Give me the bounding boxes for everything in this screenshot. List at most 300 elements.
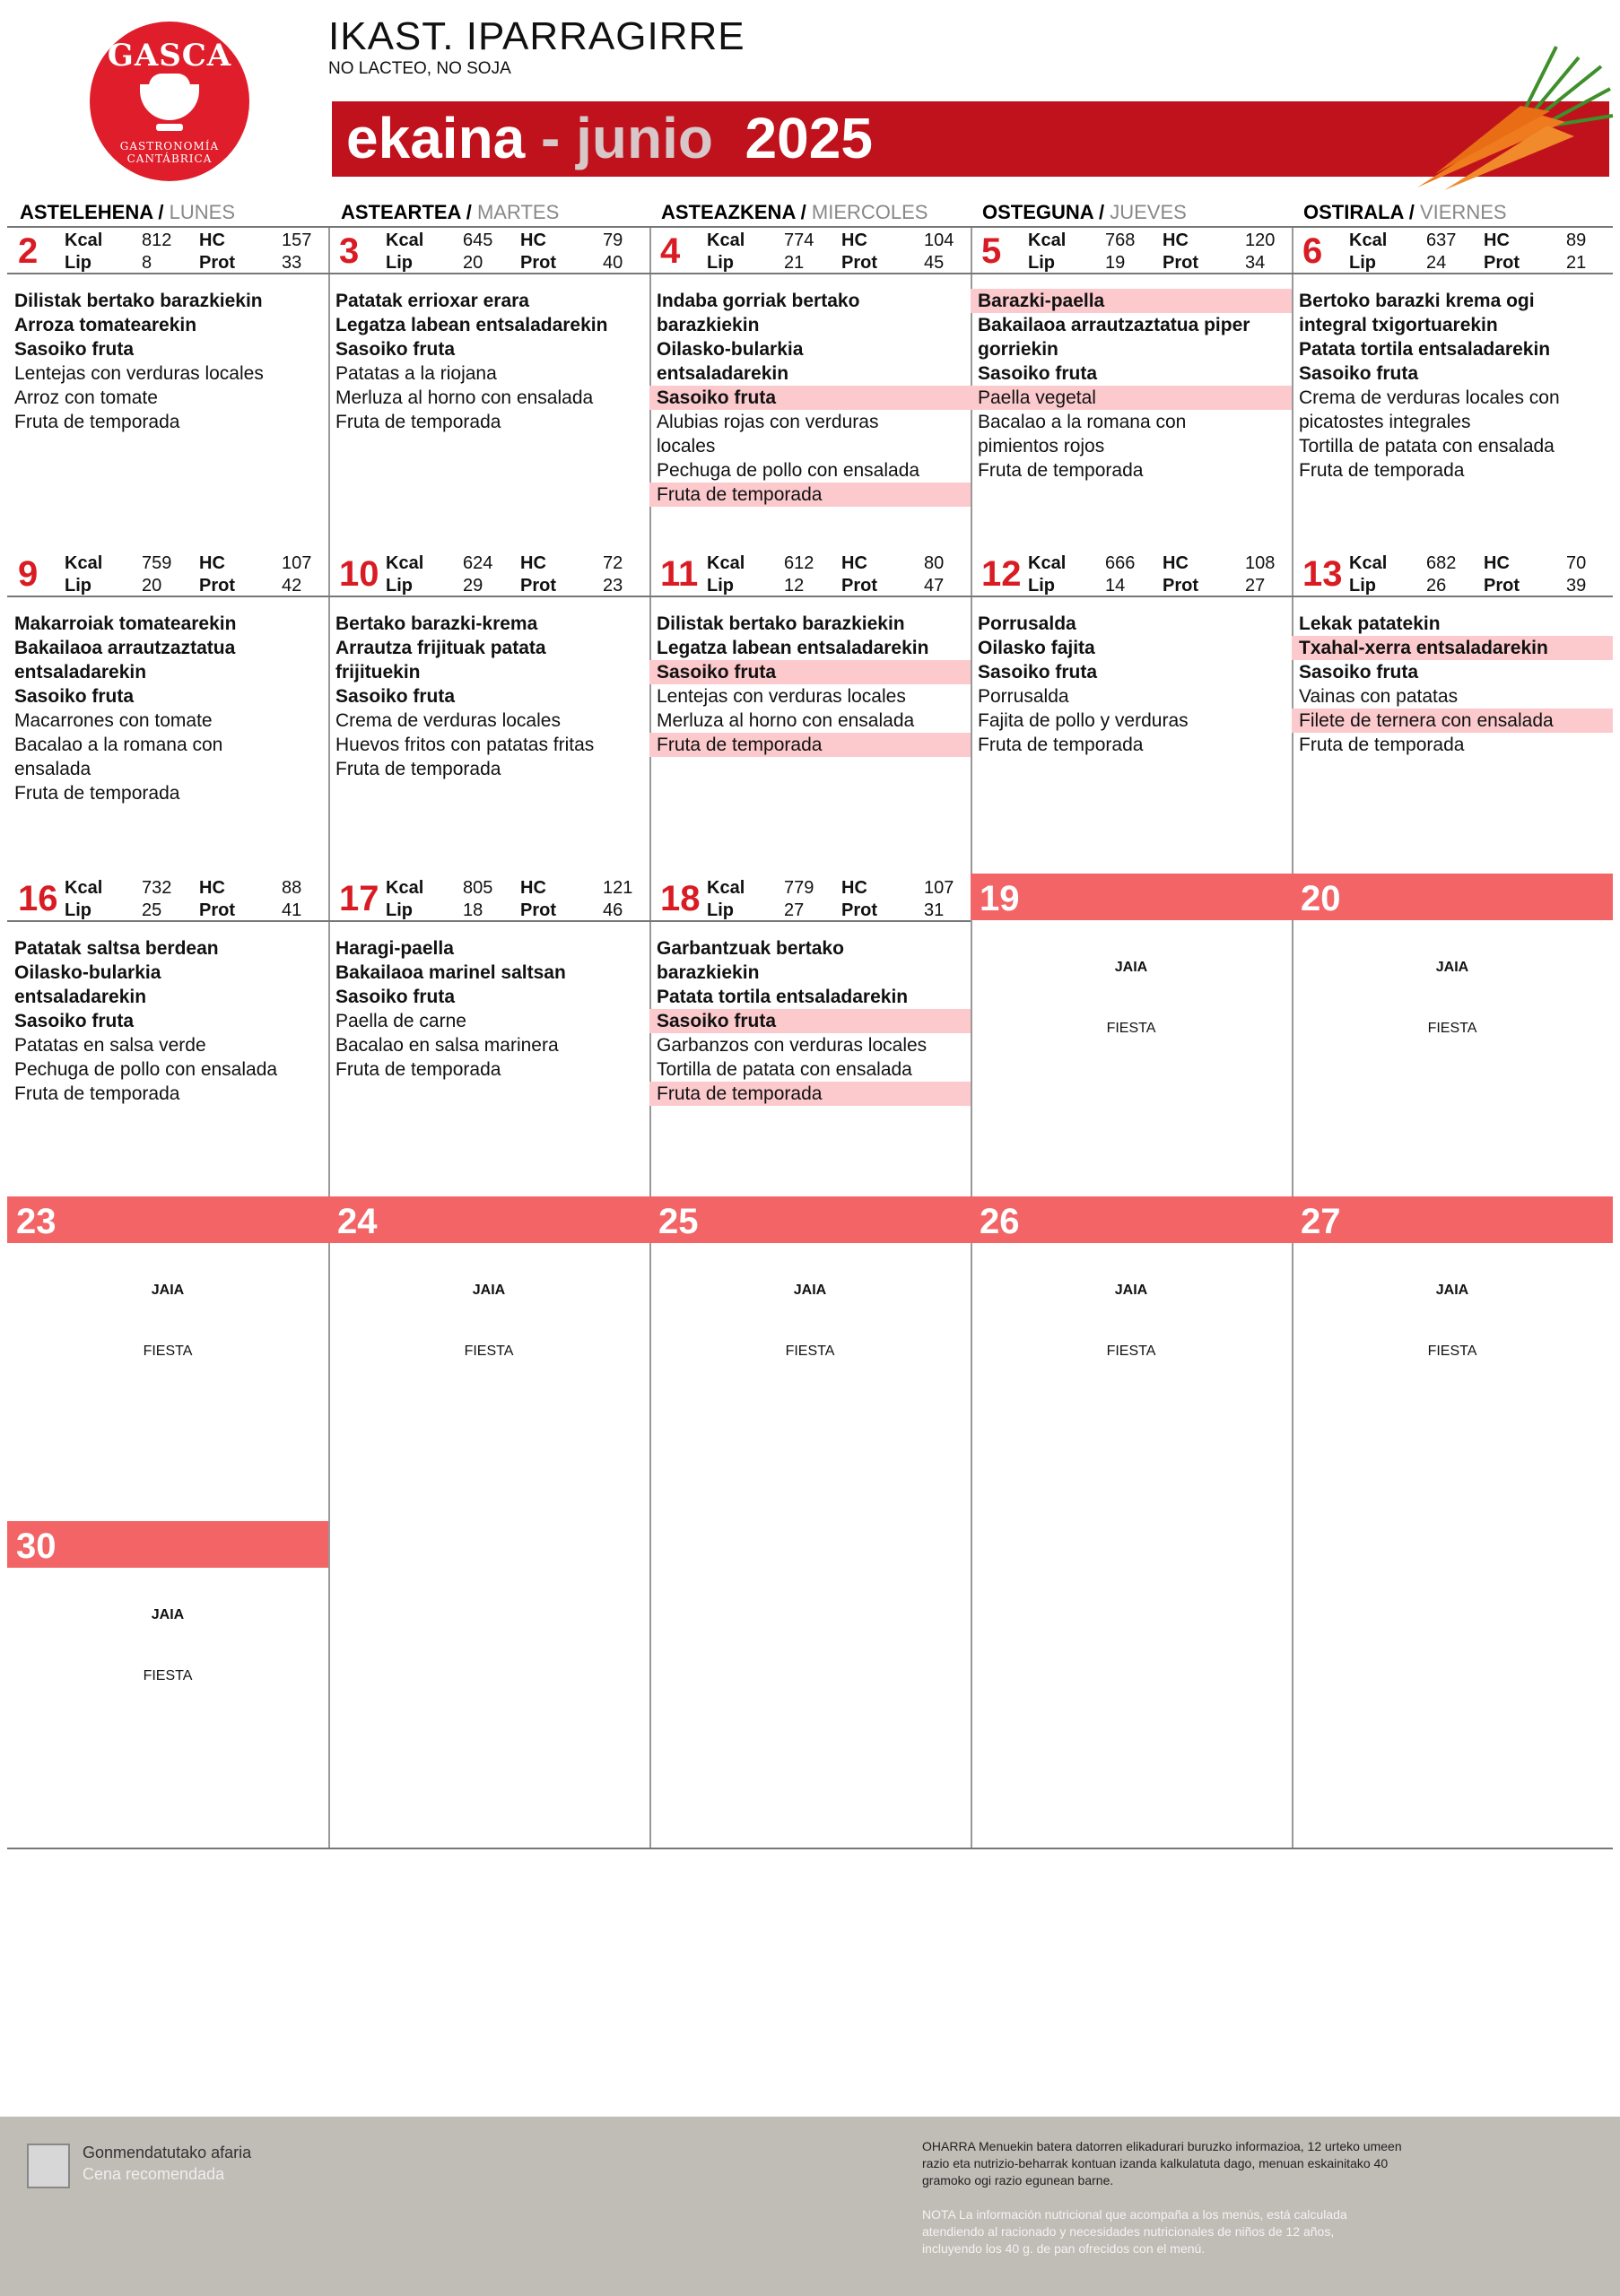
- menu-item: Sasoiko fruta: [649, 1009, 971, 1033]
- menu-item: integral txigortuarekin: [1299, 315, 1498, 335]
- lip-label: Lip: [65, 900, 91, 920]
- nutrient-labels-left: [65, 230, 102, 274]
- menu-item: Legatza labean entsaladarekin: [657, 638, 929, 658]
- nutrient-values-right: [603, 552, 623, 597]
- nutrient-labels-right: [1484, 230, 1520, 274]
- hc-value: 72: [603, 553, 623, 573]
- prot-label: Prot: [520, 253, 556, 273]
- day-number: 30: [16, 1526, 57, 1566]
- tureen-base-shape: [156, 124, 183, 131]
- festive-header: [328, 1196, 649, 1243]
- day-number: 9: [18, 554, 39, 594]
- menu-item: Patata tortila entsaladarekin: [1299, 339, 1551, 360]
- legend-swatch: [27, 2144, 70, 2188]
- kcal-value: 612: [784, 553, 814, 573]
- nutrient-labels-left: [386, 552, 423, 597]
- nutrient-labels-left: [386, 877, 423, 922]
- kcal-value: 768: [1105, 230, 1136, 250]
- festive-label-es: FIESTA: [464, 1344, 514, 1359]
- nutrient-labels-right: [841, 230, 877, 274]
- menu-item: Makarroiak tomatearekin: [14, 613, 237, 634]
- festive-label-es: FIESTA: [1106, 1344, 1156, 1359]
- logo-word: GASCA: [107, 38, 232, 74]
- menu-item: Oilasko-bularkia: [657, 339, 804, 360]
- lip-value: 26: [1426, 576, 1447, 596]
- menu-item: Txahal-xerra entsaladarekin: [1292, 636, 1613, 660]
- menu-item: Fruta de temporada: [335, 412, 501, 432]
- nutrient-labels-right: [199, 230, 235, 274]
- menu-item: Fruta de temporada: [14, 412, 180, 432]
- menu-item: Porrusalda: [978, 686, 1069, 707]
- day-number: 17: [339, 879, 379, 918]
- nutrient-values-right: [1245, 230, 1275, 274]
- lip-label: Lip: [386, 576, 413, 596]
- festive-header: [1292, 1196, 1613, 1243]
- menu-item: Bertoko barazki krema ogi: [1299, 291, 1535, 311]
- lip-label: Lip: [386, 253, 413, 273]
- menu-item: Sasoiko fruta: [978, 662, 1098, 683]
- prot-value: 42: [282, 576, 302, 596]
- lip-label: Lip: [1349, 576, 1376, 596]
- day-number: 10: [339, 554, 379, 594]
- day-number: 20: [1301, 879, 1341, 918]
- diet-label: NO LACTEO, NO SOJA: [328, 59, 511, 78]
- day-header: [649, 226, 971, 274]
- nutrient-values-right: [924, 230, 954, 274]
- day-number: 25: [658, 1202, 699, 1241]
- menu-item: entsaladarekin: [14, 662, 147, 683]
- hc-label: HC: [1484, 553, 1510, 573]
- menu-item: Sasoiko fruta: [14, 686, 135, 707]
- nutrient-labels-right: [199, 552, 235, 597]
- menu-item: Paella vegetal: [971, 386, 1292, 410]
- menu-item: Fruta de temporada: [14, 1083, 180, 1104]
- menu-list: [971, 612, 1292, 757]
- menu-list: [971, 289, 1292, 483]
- hc-label: HC: [199, 878, 225, 898]
- festive-label-eu: JAIA: [1435, 960, 1469, 975]
- festive-label-eu: JAIA: [1435, 1283, 1469, 1298]
- menu-list: [7, 612, 328, 805]
- day-header: [7, 226, 328, 274]
- lip-value: 12: [784, 576, 805, 596]
- kcal-value: 624: [463, 553, 493, 573]
- prot-label: Prot: [1484, 576, 1520, 596]
- lip-label: Lip: [386, 900, 413, 920]
- lip-value: 24: [1426, 253, 1447, 273]
- prot-value: 40: [603, 253, 623, 273]
- menu-item: Paella de carne: [335, 1011, 466, 1031]
- nutrient-labels-right: [199, 877, 235, 922]
- nutrient-labels-left: [1028, 552, 1066, 597]
- nutrient-labels-left: [386, 230, 423, 274]
- nutrient-labels-left: [707, 230, 745, 274]
- menu-item: Fruta de temporada: [1299, 735, 1465, 755]
- menu-item: Sasoiko fruta: [649, 660, 971, 684]
- lip-value: 25: [142, 900, 162, 920]
- menu-item: Sasoiko fruta: [335, 686, 456, 707]
- legend-label-es: Cena recomendada: [83, 2165, 225, 2183]
- year: 2025: [745, 106, 873, 170]
- hc-label: HC: [199, 230, 225, 250]
- weekday-header-thursday: OSTEGUNA / JUEVES: [982, 201, 1187, 223]
- day-header: [649, 549, 971, 597]
- kcal-value: 805: [463, 878, 493, 898]
- day-number: 4: [660, 231, 681, 271]
- menu-list: [328, 936, 649, 1082]
- nutrient-values-right: [1566, 230, 1586, 274]
- menu-item: Patatak errioxar erara: [335, 291, 529, 311]
- festive-header: [971, 874, 1292, 920]
- hc-value: 104: [924, 230, 954, 250]
- lip-label: Lip: [707, 253, 734, 273]
- prot-value: 31: [924, 900, 945, 920]
- menu-item: Patatas a la riojana: [335, 363, 497, 384]
- prot-value: 47: [924, 576, 945, 596]
- day-number: 24: [337, 1202, 378, 1241]
- hc-label: HC: [841, 553, 867, 573]
- menu-item: frijituekin: [335, 662, 421, 683]
- nutrient-values-right: [282, 877, 301, 922]
- menu-item: Crema de verduras locales: [335, 710, 561, 731]
- kcal-value: 682: [1426, 553, 1457, 573]
- nutrient-values-left: [784, 552, 814, 597]
- nutrient-values-left: [142, 230, 171, 274]
- menu-item: Lentejas con verduras locales: [657, 686, 906, 707]
- festive-header: [7, 1196, 328, 1243]
- menu-item: barazkiekin: [657, 315, 760, 335]
- menu-item: Fruta de temporada: [649, 483, 971, 507]
- kcal-label: Kcal: [1349, 553, 1388, 573]
- festive-header: [649, 1196, 971, 1243]
- menu-item: Fruta de temporada: [1299, 460, 1465, 481]
- day-header: [649, 874, 971, 922]
- menu-item: locales: [657, 436, 716, 457]
- menu-item: Porrusalda: [978, 613, 1076, 634]
- kcal-value: 666: [1105, 553, 1136, 573]
- hc-value: 108: [1245, 553, 1276, 573]
- prot-value: 33: [282, 253, 302, 273]
- prot-label: Prot: [1163, 576, 1198, 596]
- day-number: 26: [980, 1202, 1020, 1241]
- menu-item: Dilistak bertako barazkiekin: [14, 291, 263, 311]
- kcal-value: 774: [784, 230, 814, 250]
- prot-value: 45: [924, 253, 945, 273]
- day-number: 3: [339, 231, 360, 271]
- menu-item: Sasoiko fruta: [14, 1011, 135, 1031]
- hc-label: HC: [520, 553, 546, 573]
- lip-value: 21: [784, 253, 805, 273]
- lip-value: 19: [1105, 253, 1126, 273]
- lip-value: 29: [463, 576, 483, 596]
- nutrient-values-right: [1566, 552, 1586, 597]
- menu-item: picatostes integrales: [1299, 412, 1471, 432]
- menu-item: Sasoiko fruta: [1299, 662, 1419, 683]
- menu-item: barazkiekin: [657, 962, 760, 983]
- menu-item: Sasoiko fruta: [978, 363, 1098, 384]
- nutrient-values-left: [463, 552, 492, 597]
- lip-value: 18: [463, 900, 483, 920]
- nutrient-labels-left: [1349, 552, 1387, 597]
- menu-list: [1292, 289, 1613, 483]
- lip-value: 8: [142, 253, 152, 273]
- hc-label: HC: [1163, 230, 1189, 250]
- lip-value: 14: [1105, 576, 1126, 596]
- day-header: [7, 549, 328, 597]
- nutrient-values-right: [603, 230, 623, 274]
- menu-item: Arroz con tomate: [14, 387, 158, 408]
- logo-subtitle: GASTRONOMÍA CANTÁBRICA: [119, 140, 220, 165]
- festive-label-es: FIESTA: [1427, 1021, 1477, 1036]
- hc-value: 80: [924, 553, 945, 573]
- menu-item: Fruta de temporada: [978, 460, 1144, 481]
- menu-item: Pechuga de pollo con ensalada: [14, 1059, 278, 1080]
- menu-item: Fruta de temporada: [335, 1059, 501, 1080]
- hc-value: 157: [282, 230, 312, 250]
- hc-value: 88: [282, 878, 302, 898]
- menu-item: Barazki-paella: [971, 289, 1292, 313]
- festive-label-eu: JAIA: [1114, 1283, 1148, 1298]
- nutrient-values-right: [603, 877, 632, 922]
- menu-item: Fruta de temporada: [335, 759, 501, 779]
- menu-item: Fruta de temporada: [978, 735, 1144, 755]
- menu-item: Bakailaoa arrautzaztatua: [14, 638, 236, 658]
- note-eu: OHARRA Menuekin batera datorren elikadurari buruzko informazioa, 12 urteko umeen razio eta nutrizio-beharrak kontuan izanda kalkulatuta dago, menuan eskainitako 40 gramoko ogi razio egunean barne.: [922, 2139, 1402, 2187]
- day-number: 5: [981, 231, 1002, 271]
- menu-item: Tortilla de patata con ensalada: [1299, 436, 1555, 457]
- day-header: [971, 226, 1292, 274]
- menu-list: [7, 936, 328, 1106]
- lip-label: Lip: [65, 576, 91, 596]
- nutrient-values-right: [282, 552, 311, 597]
- menu-item: Sasoiko fruta: [335, 339, 456, 360]
- hc-label: HC: [1484, 230, 1510, 250]
- day-header: [1292, 226, 1613, 274]
- prot-label: Prot: [1484, 253, 1520, 273]
- menu-item: Arrautza frijituak patata: [335, 638, 546, 658]
- day-number: 11: [660, 554, 699, 594]
- tureen-icon: [140, 84, 199, 120]
- menu-list: [649, 936, 971, 1106]
- menu-item: entsaladarekin: [14, 987, 147, 1007]
- nutrient-values-left: [463, 230, 492, 274]
- prot-label: Prot: [841, 253, 877, 273]
- prot-label: Prot: [841, 576, 877, 596]
- festive-header: [1292, 874, 1613, 920]
- nutrient-labels-left: [707, 877, 745, 922]
- kcal-label: Kcal: [707, 553, 745, 573]
- hc-label: HC: [520, 878, 546, 898]
- menu-list: [649, 289, 971, 507]
- menu-item: Garbanzos con verduras locales: [657, 1035, 928, 1056]
- school-name: IKAST. IPARRAGIRRE: [328, 14, 745, 58]
- day-number: 19: [980, 879, 1020, 918]
- nutrient-labels-right: [520, 230, 556, 274]
- legend-label-eu: Gonmendatutako afaria: [83, 2144, 252, 2161]
- nutrient-labels-right: [1163, 552, 1198, 597]
- day-header: [7, 874, 328, 922]
- lip-label: Lip: [707, 576, 734, 596]
- menu-item: Garbantzuak bertako: [657, 938, 844, 959]
- lip-label: Lip: [1028, 253, 1055, 273]
- hc-label: HC: [841, 230, 867, 250]
- month-es: junio: [576, 106, 713, 170]
- hc-label: HC: [1163, 553, 1189, 573]
- festive-label-eu: JAIA: [793, 1283, 827, 1298]
- kcal-value: 637: [1426, 230, 1457, 250]
- kcal-value: 779: [784, 878, 814, 898]
- nutrient-values-right: [1245, 552, 1275, 597]
- prot-label: Prot: [199, 253, 235, 273]
- menu-list: [1292, 612, 1613, 757]
- lip-label: Lip: [1349, 253, 1376, 273]
- day-number: 2: [18, 231, 39, 271]
- nutrient-values-left: [1426, 552, 1456, 597]
- menu-item: Patatak saltsa berdean: [14, 938, 219, 959]
- prot-value: 27: [1245, 576, 1266, 596]
- menu-list: [649, 612, 971, 757]
- nutrient-values-right: [924, 877, 954, 922]
- menu-item: Dilistak bertako barazkiekin: [657, 613, 905, 634]
- menu-item: Arroza tomatearekin: [14, 315, 197, 335]
- menu-item: gorriekin: [978, 339, 1058, 360]
- month-title: [346, 105, 873, 171]
- kcal-value: 812: [142, 230, 172, 250]
- kcal-label: Kcal: [1349, 230, 1388, 250]
- prot-value: 46: [603, 900, 623, 920]
- menu-item: Legatza labean entsaladarekin: [335, 315, 608, 335]
- day-header: [971, 549, 1292, 597]
- kcal-label: Kcal: [65, 878, 103, 898]
- nutrient-values-left: [1426, 230, 1456, 274]
- prot-value: 39: [1566, 576, 1587, 596]
- menu-item: Bakailaoa arrautzaztatua piper: [978, 315, 1250, 335]
- nutrient-values-left: [1105, 552, 1135, 597]
- kcal-value: 759: [142, 553, 172, 573]
- menu-item: Tortilla de patata con ensalada: [657, 1059, 912, 1080]
- day-header: [328, 549, 649, 597]
- menu-item: entsaladarekin: [657, 363, 789, 384]
- nutrient-labels-left: [1349, 230, 1387, 274]
- prot-label: Prot: [199, 900, 235, 920]
- menu-item: Alubias rojas con verduras: [657, 412, 879, 432]
- day-number: 18: [660, 879, 701, 918]
- menu-item: Lentejas con verduras locales: [14, 363, 264, 384]
- menu-item: Indaba gorriak bertako: [657, 291, 860, 311]
- prot-value: 23: [603, 576, 623, 596]
- nutrient-labels-right: [520, 877, 556, 922]
- kcal-label: Kcal: [1028, 553, 1067, 573]
- menu-item: Bakailaoa marinel saltsan: [335, 962, 566, 983]
- prot-value: 34: [1245, 253, 1266, 273]
- festive-header: [971, 1196, 1292, 1243]
- hc-value: 107: [282, 553, 312, 573]
- festive-label-eu: JAIA: [151, 1607, 185, 1622]
- menu-item: Crema de verduras locales con: [1299, 387, 1560, 408]
- hc-label: HC: [841, 878, 867, 898]
- menu-list: [328, 289, 649, 434]
- prot-value: 21: [1566, 253, 1587, 273]
- kcal-label: Kcal: [386, 553, 424, 573]
- menu-item: Haragi-paella: [335, 938, 454, 959]
- day-number: 23: [16, 1202, 57, 1241]
- menu-item: Sasoiko fruta: [1299, 363, 1419, 384]
- festive-label-es: FIESTA: [143, 1668, 193, 1683]
- nutrient-labels-left: [65, 552, 102, 597]
- menu-item: Bertako barazki-krema: [335, 613, 538, 634]
- day-number: 13: [1302, 554, 1343, 594]
- festive-label-eu: JAIA: [151, 1283, 185, 1298]
- hc-value: 120: [1245, 230, 1276, 250]
- weekday-header-monday: ASTELEHENA / LUNES: [20, 201, 236, 223]
- menu-item: Filete de ternera con ensalada: [1292, 709, 1613, 733]
- menu-item: Oilasko fajita: [978, 638, 1095, 658]
- nutrient-labels-left: [1028, 230, 1066, 274]
- day-number: 16: [18, 879, 58, 918]
- menu-item: Bacalao a la romana con: [14, 735, 223, 755]
- hc-label: HC: [520, 230, 546, 250]
- menu-item: Oilasko-bularkia: [14, 962, 161, 983]
- day-header: [328, 226, 649, 274]
- menu-item: Pechuga de pollo con ensalada: [657, 460, 920, 481]
- festive-label-es: FIESTA: [143, 1344, 193, 1359]
- weekday-header-wednesday: ASTEAZKENA / MIERCOLES: [661, 201, 928, 223]
- nutrient-values-left: [142, 552, 171, 597]
- menu-item: ensalada: [14, 759, 91, 779]
- kcal-label: Kcal: [65, 230, 103, 250]
- nutrient-values-right: [282, 230, 311, 274]
- kcal-label: Kcal: [707, 230, 745, 250]
- menu-item: Patatas en salsa verde: [14, 1035, 206, 1056]
- nutrient-values-left: [784, 877, 814, 922]
- kcal-value: 645: [463, 230, 493, 250]
- menu-item: Bacalao en salsa marinera: [335, 1035, 559, 1056]
- nutrient-labels-right: [1484, 552, 1520, 597]
- nutrient-labels-right: [841, 877, 877, 922]
- lip-label: Lip: [707, 900, 734, 920]
- grid-divider: [7, 1848, 1613, 1849]
- menu-item: Sasoiko fruta: [14, 339, 135, 360]
- menu-item: Lekak patatekin: [1299, 613, 1441, 634]
- nutrient-labels-right: [520, 552, 556, 597]
- lip-value: 20: [463, 253, 483, 273]
- menu-list: [7, 289, 328, 434]
- nutrient-values-left: [463, 877, 492, 922]
- nutrient-values-left: [1105, 230, 1135, 274]
- kcal-label: Kcal: [386, 230, 424, 250]
- day-number: 6: [1302, 231, 1323, 271]
- kcal-label: Kcal: [386, 878, 424, 898]
- hc-label: HC: [199, 553, 225, 573]
- kcal-label: Kcal: [1028, 230, 1067, 250]
- nutrient-values-right: [924, 552, 944, 597]
- hc-value: 121: [603, 878, 633, 898]
- gasca-logo: [90, 22, 249, 181]
- day-header: [328, 874, 649, 922]
- prot-label: Prot: [520, 576, 556, 596]
- nutrient-labels-right: [841, 552, 877, 597]
- festive-header: [7, 1521, 328, 1568]
- nutrient-labels-left: [707, 552, 745, 597]
- note-es: NOTA La información nutricional que acompaña a los menús, está calculada atendiendo al racionado y necesidades nutricionales de niños de 12 años, incluyendo los 40 g. de pan ofrecidos con el menú.: [922, 2207, 1347, 2256]
- hc-value: 79: [603, 230, 623, 250]
- hc-value: 70: [1566, 553, 1587, 573]
- menu-item: Merluza al horno con ensalada: [657, 710, 915, 731]
- prot-label: Prot: [841, 900, 877, 920]
- nutrient-values-left: [784, 230, 814, 274]
- menu-item: Patata tortila entsaladarekin: [657, 987, 909, 1007]
- weekday-header-tuesday: ASTEARTEA / MARTES: [341, 201, 560, 223]
